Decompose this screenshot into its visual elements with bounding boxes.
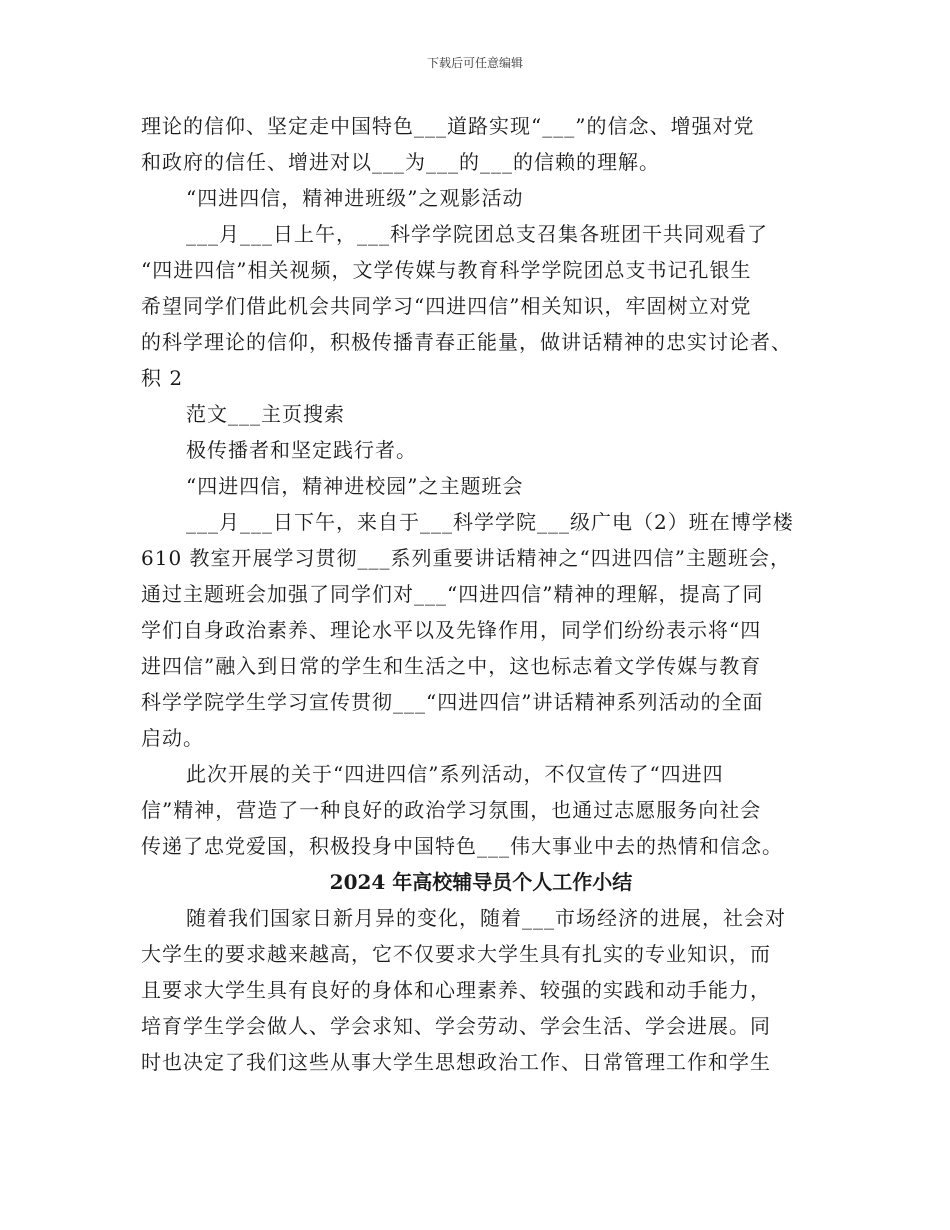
paragraph-line: ___月___日下午，来自于___科学学院___级广电（2）班在博学楼 (186, 510, 794, 534)
paragraph-line: 和政府的信任、增进对以___为___的___的信赖的理解。 (141, 150, 660, 174)
paragraph-line: 通过主题班会加强了同学们对___“四进四信”精神的理解，提高了同 (141, 582, 764, 606)
section-title: 2024 年高校辅导员个人工作小结 (329, 870, 633, 894)
paragraph-line: 的科学理论的信仰，积极传播青春正能量，做讲话精神的忠实讨论者、 (141, 330, 792, 354)
document-body (141, 108, 821, 1080)
paragraph-line: 科学学院学生学习宣传贯彻___“四进四信”讲话精神系列活动的全面 (141, 690, 764, 714)
paragraph-line: 学们自身政治素养、理论水平以及先锋作用，同学们纷纷表示将“四 (141, 618, 762, 642)
paragraph-line: 610 教室开展学习贯彻___系列重要讲话精神之“四进四信”主题班会， (141, 546, 791, 570)
paragraph-line: 启动。 (141, 726, 204, 750)
paragraph-line: 传递了忠党爱国，积极投身中国特色___伟大事业中去的热情和信念。 (141, 834, 783, 858)
paragraph-line: 此次开展的关于“四进四信”系列活动，不仅宣传了“四进四 (186, 762, 724, 786)
paragraph-line: 范文___主页搜索 (186, 402, 345, 426)
paragraph-line: “四进四信”相关视频，文学传媒与教育科学学院团总支书记孔银生 (141, 258, 752, 282)
paragraph-line: 积 2 (141, 366, 184, 390)
paragraph-line: “四进四信，精神进校园”之主题班会 (186, 474, 524, 498)
paragraph-line: 极传播者和坚定践行者。 (186, 438, 417, 462)
paragraph-line: 培育学生学会做人、学会求知、学会劳动、学会生活、学会进展。同 (141, 1014, 771, 1038)
paragraph-line: 进四信”融入到日常的学生和生活之中，这也标志着文学传媒与教育 (141, 654, 762, 678)
section-previous-text (141, 108, 821, 864)
paragraph-line: 希望同学们借此机会共同学习“四进四信”相关知识，牢固树立对党 (141, 294, 752, 318)
paragraph-line: 随着我们国家日新月异的变化，随着___市场经济的进展，社会对 (186, 906, 786, 930)
paragraph-line: 理论的信仰、坚定走中国特色___道路实现“___”的信念、增强对党 (141, 114, 755, 138)
page-header-note: 下载后可任意编辑 (426, 56, 523, 70)
paragraph-line: “四进四信，精神进班级”之观影活动 (186, 186, 524, 210)
paragraph-line: 信”精神，营造了一种良好的政治学习氛围，也通过志愿服务向社会 (141, 798, 762, 822)
paragraph-line: ___月___日上午，___科学学院团总支召集各班团干共同观看了 (186, 222, 768, 246)
paragraph-line: 且要求大学生具有良好的身体和心理素养、较强的实践和动手能力， (141, 978, 771, 1002)
section-work-summary (141, 900, 821, 1080)
paragraph-line: 时也决定了我们这些从事大学生思想政治工作、日常管理工作和学生 (141, 1050, 771, 1074)
paragraph-line: 大学生的要求越来越高，它不仅要求大学生具有扎实的专业知识，而 (141, 942, 771, 966)
